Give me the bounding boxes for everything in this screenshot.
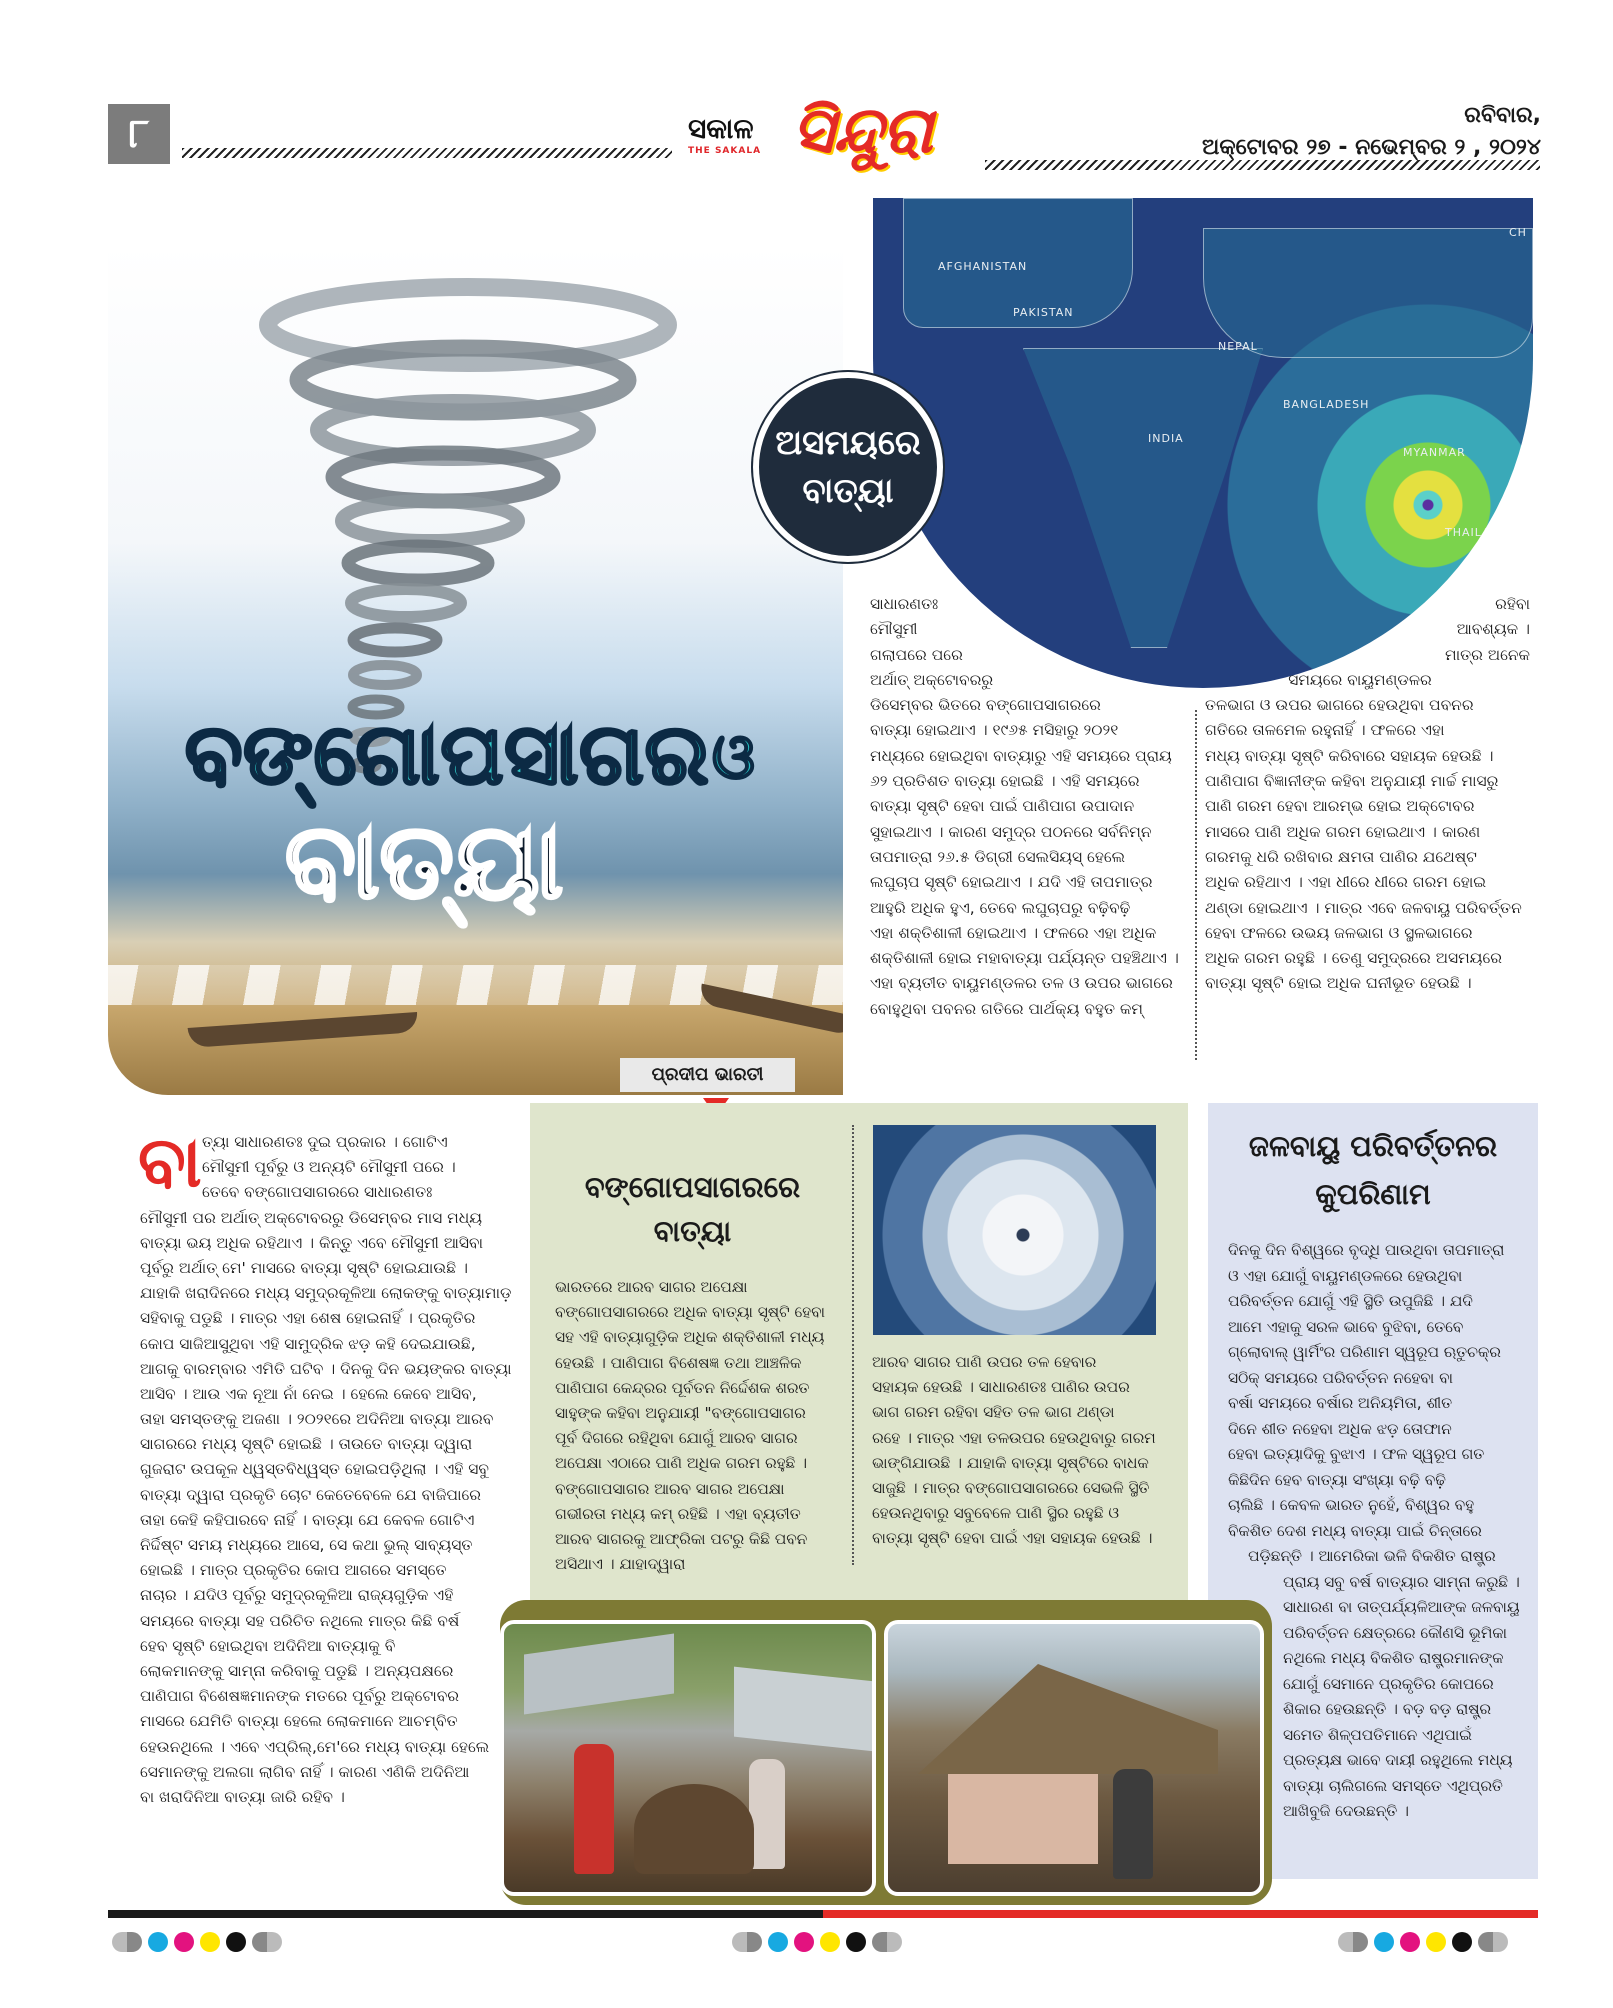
text-line: ସହିବାକୁ ପଡୁଛି । ମାତ୍ର ଏହା ଶେଷ ହୋଇନାହିଁ । ପ୍ରକୃତିର bbox=[140, 1309, 476, 1328]
text-line: ବାତ୍ୟା ସୃଷ୍ଟି ହେବା ପାଇଁ ପାଣିପାଗ ଉପାଦାନ bbox=[870, 797, 1135, 816]
text-line: ବୋହୁଥିବା ପବନର ଗତିରେ ପାର୍ଥକ୍ୟ ବହୁତ କମ୍ bbox=[870, 999, 1143, 1018]
page-number: ୮ bbox=[108, 104, 170, 164]
dateline bbox=[1202, 100, 1541, 164]
drop-cap: ବା bbox=[138, 1121, 202, 1203]
headline-conjunction: ଓ bbox=[712, 720, 755, 793]
fallen-tree bbox=[634, 1784, 754, 1874]
text-line: ଅଧିକ ରହିଥାଏ । ଏହା ଧୀରେ ଧୀରେ ଗରମ ହୋଇ bbox=[1205, 873, 1487, 892]
hanging-cloth bbox=[948, 1774, 1098, 1864]
text-line: ହେଉନଥିଲେ । ଏବେ ଏପ୍ରିଲ୍,ମେ'ରେ ମଧ୍ୟ ବାତ୍ୟା ହେଲେ bbox=[140, 1737, 490, 1756]
text-line: ମଧ୍ୟରେ ହୋଇଥିବା ବାତ୍ୟାରୁ ଏହି ସମୟରେ ପ୍ରାୟ bbox=[870, 746, 1172, 765]
day-label: ରବିବାର, bbox=[1464, 103, 1541, 128]
text-line: ପାଣି ଗରମ ହେବା ଆରମ୍ଭ ହୋଇ ଅକ୍ଟୋବର bbox=[1205, 797, 1475, 816]
registration-marks-right bbox=[1338, 1932, 1508, 1952]
text-line: ଗରମକୁ ଧରି ରଖିବାର କ୍ଷମତା ପାଣିର ଯଥେଷ୍ଟ bbox=[1205, 847, 1477, 866]
text-line: ଏହା ବ୍ୟତୀତ ବାୟୁମଣ୍ଡଳର ତଳ ଓ ଉପର ଭାଗରେ bbox=[870, 974, 1173, 993]
headline-bay-of-bengal: ବଙ୍ଗୋପସାଗର bbox=[185, 705, 710, 803]
text-line: ଦିନେ ଶୀତ ନହେବା ଅଧିକ ଝଡ଼ ତୋଫାନ bbox=[1228, 1419, 1452, 1438]
text-line: ହେବା ଫଳରେ ଉଭୟ ଜଳଭାଗ ଓ ସ୍ଥଳଭାଗରେ bbox=[1205, 923, 1473, 942]
hero-tornado-beach-image bbox=[108, 245, 843, 1095]
text-line: ପଡ଼ିଛନ୍ତି । ଆମେରିକା ଭଳି ବିକଶିତ ରାଷ୍ଟ୍ର bbox=[1248, 1547, 1496, 1565]
text-line: ସମେତ ଶିଳ୍ପପତିମାନେ ଏଥିପାଇଁ bbox=[1283, 1725, 1472, 1744]
text-line: ଗୁଜରାଟ ଉପକୂଳ ଧ୍ୱସ୍ତବିଧ୍ୱସ୍ତ ହୋଇପଡ଼ିଥିଲା । ଏହି ସବୁ bbox=[140, 1460, 489, 1479]
text-line: ତେବେ ବଙ୍ଗୋପସାଗରରେ ସାଧାରଣତଃ bbox=[202, 1183, 433, 1202]
text-line: ଅସିଥାଏ । ଯାହାଦ୍ୱାରା bbox=[555, 1555, 686, 1574]
text-line: ମାସରେ ଯେମିତି ବାତ୍ୟା ହେଲେ ଲୋକମାନେ ଆଚମ୍ବିତ bbox=[140, 1712, 458, 1731]
text-line: ଅର୍ଥାତ୍ ଅକ୍ଟୋବରରୁ bbox=[870, 670, 994, 689]
text-line: ବାତ୍ୟା ସୃଷ୍ଟି ହୋଇ ଅଧିକ ଘନୀଭୂତ ହେଉଛି । bbox=[1205, 974, 1472, 993]
text-line: କୋପ ସାଜିଆସୁଥିବା ଏହି ସାମୁଦ୍ରିକ ଝଡ଼ କହି ଦେଇଯାଉଛି, bbox=[140, 1334, 476, 1353]
text-line: ସୁହାଇଥାଏ । କାରଣ ସମୁଦ୍ର ପଠନରେ ସର୍ବନିମ୍ନ bbox=[870, 822, 1152, 841]
text-line: ପ୍ରତ୍ୟକ୍ଷ ଭାବେ ଦାୟୀ ରହୁଥିଲେ ମଧ୍ୟ bbox=[1283, 1751, 1513, 1769]
text-line: ସଠିକ୍ ସମୟରେ ପରିବର୍ତ୍ତନ ନହେବା ବା bbox=[1228, 1368, 1454, 1387]
brand-logo-sindura: ସିନ୍ଦୁରା bbox=[792, 94, 933, 168]
registration-marks-left bbox=[112, 1932, 282, 1952]
text-line: ମୌସୁମୀ bbox=[870, 620, 918, 639]
sidebar-heading-bay-line2: ବାତ୍ୟା bbox=[653, 1214, 732, 1248]
text-line: ଅଧିକ ଗରମ ରହୁଛି । ତେଣୁ ସମୁଦ୍ରରେ ଅସମୟରେ bbox=[1205, 949, 1502, 968]
text-line: ଆବଶ୍ୟକ । bbox=[1456, 620, 1530, 639]
text-line: ଡିସେମ୍ବର ଭିତରେ ବଙ୍ଗୋପସାଗରରେ bbox=[870, 696, 1101, 715]
text-line: ପାଣିପାଗ କେନ୍ଦ୍ରର ପୂର୍ବତନ ନିର୍ଦ୍ଦେଶକ ଶରତ bbox=[555, 1378, 810, 1397]
text-line: ଗଲାପରେ ପରେ bbox=[870, 645, 963, 664]
text-line: ମୌସୁମୀ ପୂର୍ବରୁ ଓ ଅନ୍ୟଟି ମୌସୁମୀ ପରେ । bbox=[202, 1158, 456, 1177]
text-line: ସହ ଏହି ବାତ୍ୟାଗୁଡ଼ିକ ଅଧିକ ଶକ୍ତିଶାଳୀ ମଧ୍ୟ bbox=[555, 1328, 825, 1347]
text-line: ନଥିଲେ ମଧ୍ୟ ବିକଶିତ ରାଷ୍ଟ୍ରମାନଙ୍କ bbox=[1283, 1649, 1504, 1667]
text-line: ବା ଖରାଦିନିଆ ବାତ୍ୟା ଜାରି ରହିବ । bbox=[140, 1787, 345, 1806]
author-byline: ପ୍ରଦୀପ ଭାରତୀ bbox=[620, 1058, 795, 1092]
text-line: ଗଭୀରତା ମଧ୍ୟ କମ୍ ରହିଛି । ଏହା ବ୍ୟତୀତ bbox=[555, 1504, 801, 1523]
text-line: ଆସିବ । ଆଉ ଏକ ନୂଆ ନାଁ ନେଇ । ହେଲେ କେବେ ଆସିବ, bbox=[140, 1384, 477, 1403]
text-line: ଆରବ ସାଗର ପାଣି ଉପର ତଳ ହେବାର bbox=[872, 1353, 1097, 1371]
person-figure-2 bbox=[749, 1759, 785, 1869]
badge-line-1: ଅସମୟରେ bbox=[775, 423, 921, 463]
text-line: ହୋଇଛି । ମାତ୍ର ପ୍ରକୃତିର କୋପ ଆଗରେ ସମସ୍ତେ bbox=[140, 1561, 447, 1580]
text-line: ଆମେ ଏହାକୁ ସରଳ ଭାବେ ବୁଝିବା, ତେବେ bbox=[1228, 1317, 1464, 1336]
map-label-china: CH bbox=[1509, 226, 1527, 239]
text-line: ପୂର୍ବ ଦିଗରେ ରହିଥିବା ଯୋଗୁଁ ଆରବ ସାଗର bbox=[555, 1429, 798, 1448]
cyclone-satellite-photo bbox=[873, 1125, 1156, 1335]
text-line: ମାସରେ ପାଣି ଅଧିକ ଗରମ ହୋଇଥାଏ । କାରଣ bbox=[1205, 822, 1481, 841]
text-line: ବର୍ଷା ସମୟରେ ବର୍ଷାର ଅନିୟମିତା, ଶୀତ bbox=[1228, 1394, 1453, 1412]
text-line: ଗତିରେ ତାଳମେଳ ରହୁନାହିଁ । ଫଳରେ ଏହା bbox=[1205, 721, 1445, 740]
footer-rule bbox=[108, 1910, 1538, 1918]
sidebar-heading-bay bbox=[545, 1165, 840, 1253]
text-line: ଗ୍ଲୋବାଲ୍ ୱାର୍ମିଂର ପରିଣାମ ସ୍ୱରୂପ ଋତୁଚକ୍ର bbox=[1228, 1343, 1501, 1361]
text-line: ଦିନକୁ ଦିନ ବିଶ୍ୱରେ ବୃଦ୍ଧି ପାଉଥିବା ତାପମାତ୍ରା bbox=[1228, 1241, 1505, 1259]
text-line: ଯୋଗୁଁ ସେମାନେ ପ୍ରକୃତିର କୋପରେ bbox=[1283, 1674, 1494, 1693]
registration-marks-center bbox=[732, 1932, 902, 1952]
text-line: ବାତ୍ୟା ଦ୍ୱାରା ପ୍ରକୃତି ଚୋଟ କେତେବେଳେ ଯେ ବାଜିପାରେ bbox=[140, 1485, 482, 1504]
text-line: ଭାଗ ଗରମ ରହିବା ସହିତ ତଳ ଭାଗ ଥଣ୍ଡା bbox=[872, 1403, 1115, 1422]
text-line: ମୌସୁମୀ ପର ଅର୍ଥାତ୍ ଅକ୍ଟୋବରରୁ ଡିସେମ୍ବର ମାସ ମଧ୍ୟ bbox=[140, 1208, 483, 1227]
text-line: ରହେ । ମାତ୍ର ଏହା ତଳଉପର ହେଉଥିବାରୁ ଗରମ bbox=[872, 1428, 1156, 1447]
text-line: ୬୨ ପ୍ରତିଶତ ବାତ୍ୟା ହୋଇଛି । ଏହି ସମୟରେ bbox=[870, 772, 1140, 791]
middle-divider bbox=[852, 1125, 854, 1565]
text-line: ପରିବର୍ତ୍ତନ ଯୋଗୁଁ ଏହି ସ୍ଥିତି ଉପୁଜିଛି । ଯଦି bbox=[1228, 1292, 1473, 1310]
badge-line-2: ବାତ୍ୟା bbox=[802, 471, 894, 511]
article-column-middle bbox=[555, 1275, 845, 1577]
date-range: ଅକ୍ଟୋବର ୨୭ - ନଭେମ୍ବର ୨ , ୨୦୨୪ bbox=[1202, 135, 1541, 160]
text-line: ଚାଲିଛି । କେବଳ ଭାରତ ନୁହେଁ, ବିଶ୍ୱର ବହୁ bbox=[1228, 1496, 1475, 1514]
collapsed-roof bbox=[918, 1664, 1218, 1774]
text-line: ତ୍ୟା ସାଧାରଣତଃ ଦୁଇ ପ୍ରକାର । ଗୋଟିଏ bbox=[202, 1133, 448, 1151]
text-line: ନାଚାର । ଯଦିଓ ପୂର୍ବରୁ ସମୁଦ୍ରକୂଳିଆ ରାଜ୍ୟଗୁଡ଼ିକ ଏହି bbox=[140, 1586, 454, 1605]
headline-cyclone: ବାତ୍ୟା bbox=[285, 800, 564, 922]
brand-small-tag: THE SAKALA bbox=[688, 146, 762, 156]
brand-small-text: ସକାଳ bbox=[688, 112, 754, 145]
text-line: ତାହା ସମସ୍ତଙ୍କୁ ଅଜଣା । ୨୦୨୧ରେ ଅଦିନିଆ ବାତ୍ୟା ଆରବ bbox=[140, 1410, 494, 1429]
text-line: ଥଣ୍ଡା ହୋଇଥାଏ । ମାତ୍ର ଏବେ ଜଳବାୟୁ ପରିବର୍ତ୍ତନ bbox=[1205, 898, 1522, 917]
text-line: ସେମାନଙ୍କୁ ଅଲଗା ଲାଗିବ ନାହିଁ । କାରଣ ଏଣିକି ଅଦିନିଆ bbox=[140, 1762, 470, 1781]
text-line: ବାତ୍ୟା ଭୟ ଅଧିକ ରହିଥାଏ । କିନ୍ତୁ ଏବେ ମୌସୁମୀ ଆସିବା bbox=[140, 1233, 484, 1252]
text-line: ହେଉନଥିବାରୁ ସବୁବେଳେ ପାଣି ସ୍ଥିର ରହୁଛି ଓ bbox=[872, 1504, 1119, 1523]
text-line: ସାଜୁଛି । ମାତ୍ର ବଙ୍ଗୋପସାଗରରେ ସେଭଳି ସ୍ଥିତି bbox=[872, 1478, 1150, 1497]
cyclone-damage-photo-2 bbox=[884, 1620, 1264, 1896]
map-label-thailand: THAILAND bbox=[1445, 526, 1510, 539]
text-line: ପ୍ରାୟ ସବୁ ବର୍ଷ ବାତ୍ୟାର ସାମ୍ନା କରୁଛି । bbox=[1283, 1572, 1520, 1591]
text-line: ମାତ୍ର ଅନେକ bbox=[1445, 645, 1530, 664]
person-figure-3 bbox=[1113, 1769, 1153, 1879]
text-line: ବାତ୍ୟା ସୃଷ୍ଟି ହେବା ପାଇଁ ଏହା ସହାୟକ ହେଉଛି । bbox=[872, 1529, 1153, 1548]
cyclone-damage-photo-1 bbox=[500, 1620, 876, 1896]
brand-logo-small bbox=[688, 112, 761, 156]
text-line: ଲଘୁଚାପ ସୃଷ୍ଟି ହୋଇଥାଏ । ଯଦି ଏହି ତାପମାତ୍ର bbox=[870, 873, 1153, 892]
text-line: ମଧ୍ୟ ବାତ୍ୟା ସୃଷ୍ଟି କରିବାରେ ସହାୟକ ହେଉଛି । bbox=[1205, 746, 1494, 765]
text-line: ବଙ୍ଗୋପସାଗର ଆରବ ସାଗର ଅପେକ୍ଷା bbox=[555, 1479, 785, 1498]
text-line: ଲୋକମାନଙ୍କୁ ସାମ୍ନା କରିବାକୁ ପଡୁଛି । ଅନ୍ୟପକ୍ଷରେ bbox=[140, 1661, 454, 1680]
map-label-myanmar: MYANMAR bbox=[1403, 446, 1466, 459]
text-line: ବଙ୍ଗୋପସାଗରରେ ଅଧିକ ବାତ୍ୟା ସୃଷ୍ଟି ହେବା bbox=[555, 1303, 825, 1322]
text-line: ଏହା ଶକ୍ତିଶାଳୀ ହୋଇଥାଏ । ଫଳରେ ଏହା ଅଧିକ bbox=[870, 923, 1157, 942]
text-line: ସାହୁଙ୍କ କହିବା ଅନୁଯାୟୀ "ବଙ୍ଗୋପସାଗର bbox=[555, 1403, 806, 1422]
map-land-east bbox=[1203, 228, 1533, 358]
text-line: ରହିବା bbox=[1495, 595, 1530, 613]
text-line: ପାଣିପାଗ ବିଶେଷଜ୍ଞମାନଙ୍କ ମତରେ ପୂର୍ବରୁ ଅକ୍ଟୋବର bbox=[140, 1687, 460, 1706]
map-label-india: INDIA bbox=[1148, 432, 1184, 445]
text-line: ଭାଙ୍ଗିଯାଉଛି । ଯାହାକି ବାତ୍ୟା ସୃଷ୍ଟିରେ ବାଧକ bbox=[872, 1453, 1149, 1472]
sidebar-heading-climate-line2: କୁପରିଣାମ bbox=[1315, 1177, 1431, 1211]
text-line: ଅପେକ୍ଷା ଏଠାରେ ପାଣି ଅଧିକ ଗରମ ରହୁଛି । bbox=[555, 1454, 808, 1473]
text-line: ହେବ ସୃଷ୍ଟି ହୋଇଥିବା ଅଦିନିଆ ବାତ୍ୟାକୁ ବି bbox=[140, 1636, 396, 1655]
tin-roof-1 bbox=[524, 1633, 674, 1714]
text-line: ଶିକାର ହେଉଛନ୍ତି । ବଡ଼ ବଡ଼ ରାଷ୍ଟ୍ର bbox=[1283, 1700, 1492, 1718]
text-line: ସହାୟକ ହେଉଛି । ସାଧାରଣତଃ ପାଣିର ଉପର bbox=[872, 1378, 1130, 1397]
text-line: ଆହୁରି ଅଧିକ ହୁଏ, ତେବେ ଲଘୁଚାପରୁ ବଢ଼ିବଢ଼ି bbox=[870, 898, 1131, 917]
text-line: ଓ ଏହା ଯୋଗୁଁ ବାୟୁମଣ୍ଡଳରେ ହେଉଥିବା bbox=[1228, 1266, 1463, 1285]
text-line: ବିକଶିତ ଦେଶ ମଧ୍ୟ ବାତ୍ୟା ପାଇଁ ଚିନ୍ତାରେ bbox=[1228, 1521, 1482, 1540]
text-line: ସମୟରେ ବାତ୍ୟା ସହ ପରିଚିତ ନଥିଲେ ମାତ୍ର କିଛି ବର୍ଷ bbox=[140, 1611, 460, 1630]
map-label-nepal: NEPAL bbox=[1218, 340, 1258, 353]
tin-roof-2 bbox=[734, 1667, 874, 1752]
map-label-pakistan: PAKISTAN bbox=[1013, 306, 1074, 319]
text-line: ସମୟରେ ବାୟୁମଣ୍ଡଳର bbox=[1288, 670, 1432, 689]
text-line: ହେବା ଇତ୍ୟାଦିକୁ ବୁଝାଏ । ଫଳ ସ୍ୱରୂପ ଗତ bbox=[1228, 1445, 1485, 1463]
text-line: ବାତ୍ୟା ହୋଇଥାଏ । ୧୯୬୫ ମସିହାରୁ ୨୦୨୧ bbox=[870, 721, 1119, 740]
map-label-bangladesh: BANGLADESH bbox=[1283, 398, 1370, 411]
text-line: ପରିବର୍ତ୍ତନ କ୍ଷେତ୍ରରେ କୌଣସି ଭୂମିକା bbox=[1283, 1623, 1508, 1642]
text-line: କିଛିଦିନ ହେବ ବାତ୍ୟା ସଂଖ୍ୟା ବଢ଼ି ବଢ଼ି bbox=[1228, 1470, 1446, 1489]
text-line: ତାହା କେହି କହିପାରବେ ନାହିଁ । ବାତ୍ୟା ଯେ କେବଳ ଗୋଟିଏ bbox=[140, 1510, 475, 1529]
text-line: ଆଖିବୁଜି ଦେଉଛନ୍ତି । bbox=[1283, 1802, 1409, 1820]
text-line: ଯାହାକି ଖରାଦିନରେ ମଧ୍ୟ ସମୁଦ୍ରକୂଳିଆ ଲୋକଙ୍କୁ ବାତ୍ୟାମାଡ଼ bbox=[140, 1284, 512, 1303]
map-label-afghanistan: AFGHANISTAN bbox=[938, 260, 1028, 273]
article-column-left bbox=[140, 1130, 512, 1810]
text-line: ଆଗକୁ ବାରମ୍ବାର ଏମିତି ଘଟିବ । ଦିନକୁ ଦିନ ଭୟଙ୍କର ବାତ୍ୟା bbox=[140, 1359, 512, 1378]
sidebar-heading-climate-line1: ଜଳବାୟୁ ପରିବର୍ତ୍ତନର bbox=[1248, 1129, 1498, 1163]
text-line: ହେଉଛି । ପାଣିପାଗ ବିଶେଷଜ୍ଞ ତଥା ଆଞ୍ଚଳିକ bbox=[555, 1353, 802, 1372]
text-line: ସାଗରରେ ମଧ୍ୟ ସୃଷ୍ଟି ହୋଇଛି । ତାଉତେ ବାତ୍ୟା ଦ୍ୱାରା bbox=[140, 1435, 473, 1454]
text-line: ତଳଭାଗ ଓ ଉପର ଭାଗରେ ହେଉଥିବା ପବନର bbox=[1205, 696, 1474, 715]
sidebar-heading-climate bbox=[1208, 1122, 1538, 1218]
text-line: ନିର୍ଦ୍ଦିଷ୍ଟ ସମୟ ମଧ୍ୟରେ ଆସେ, ସେ କଥା ଭୁଲ୍ ସାବ୍ୟସ୍ତ bbox=[140, 1536, 473, 1554]
text-line: ସାଧାରଣ ବା ତାତ୍ପର୍ଯ୍ୟଳିଆଙ୍କ ଜଳବାୟୁ bbox=[1283, 1598, 1520, 1616]
text-line: ସାଧାରଣତଃ bbox=[870, 595, 939, 613]
text-line: ତାପମାତ୍ରା ୨୬.୫ ଡିଗ୍ରୀ ସେଲସିୟସ୍ ହେଲେ bbox=[870, 847, 1126, 866]
article-column-middle-right bbox=[872, 1350, 1172, 1552]
text-line: ପାଣିପାଗ ବିଜ୍ଞାନୀଙ୍କ କହିବା ଅନୁଯାୟୀ ମାର୍ଚ୍ଚ ମାସରୁ bbox=[1205, 772, 1499, 791]
text-line: ପୂର୍ବରୁ ଅର୍ଥାତ୍ ମେ' ମାସରେ ବାତ୍ୟା ସୃଷ୍ଟି ହୋଇଯାଉଛି । bbox=[140, 1258, 468, 1277]
text-line: ଶକ୍ତିଶାଳୀ ହୋଇ ମହାବାତ୍ୟା ପର୍ଯ୍ୟନ୍ତ ପହଞ୍ଚିଥାଏ । bbox=[870, 949, 1179, 968]
intro-text-right bbox=[1190, 592, 1530, 997]
header-rule-left bbox=[182, 148, 672, 158]
sidebar-heading-bay-line1: ବଙ୍ଗୋପସାଗରରେ bbox=[584, 1170, 801, 1204]
text-line: ଆରବ ସାଗରକୁ ଆଫ୍ରିକା ପଟରୁ କିଛି ପବନ bbox=[555, 1529, 808, 1548]
person-figure-1 bbox=[574, 1744, 614, 1874]
article-column-right bbox=[1228, 1238, 1528, 1850]
untimely-cyclone-badge bbox=[753, 372, 943, 562]
text-line: ଭାରତରେ ଆରବ ସାଗର ଅପେକ୍ଷା bbox=[555, 1278, 748, 1296]
text-line: ବାତ୍ୟା ଚାଲିଗଲେ ସମସ୍ତେ ଏଥିପ୍ରତି bbox=[1283, 1776, 1503, 1795]
